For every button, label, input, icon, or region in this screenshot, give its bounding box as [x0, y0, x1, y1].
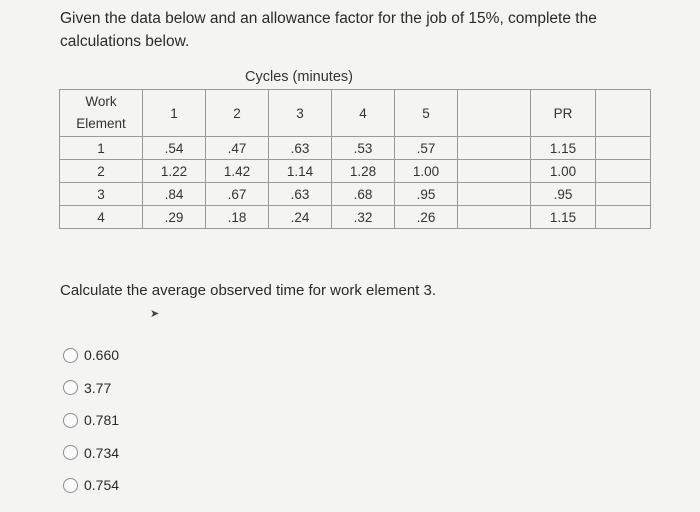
table-row	[60, 137, 651, 160]
cycle-cell: .32	[332, 206, 395, 229]
answer-option[interactable]	[63, 469, 119, 502]
work-element-header: Work Element	[60, 90, 143, 137]
answer-option-label: 0.660	[84, 347, 120, 364]
cycle-cell: .47	[206, 137, 269, 160]
cycle-cell: 1.42	[206, 160, 269, 183]
empty-header-cell	[458, 90, 531, 137]
cycle-cell: .63	[269, 183, 332, 206]
radio-button[interactable]	[63, 380, 78, 395]
radio-button[interactable]	[63, 478, 78, 493]
answer-option-label: 0.781	[84, 412, 120, 429]
question-line-2: calculations below.	[60, 33, 190, 50]
cycle-cell: .24	[269, 206, 332, 229]
cycle-header: 2	[206, 90, 269, 137]
question-text	[60, 7, 660, 53]
answer-option[interactable]	[63, 339, 119, 372]
answer-option[interactable]	[63, 404, 119, 437]
cycle-cell: .63	[269, 137, 332, 160]
sub-question-prompt: Calculate the average observed time for work element 3.	[60, 282, 437, 299]
cycle-cell: .57	[395, 137, 458, 160]
pr-cell: 1.15	[531, 206, 596, 229]
mouse-cursor-icon: ➤	[150, 308, 160, 320]
radio-button[interactable]	[63, 413, 78, 428]
cycle-cell: 1.22	[143, 160, 206, 183]
table-header-row	[60, 90, 651, 137]
question-line-1: Given the data below and an allowance factor for the job of 15%, complete the	[60, 10, 597, 27]
cycle-cell: .95	[395, 183, 458, 206]
element-cell: 4	[60, 206, 143, 229]
answer-option[interactable]	[63, 437, 119, 470]
answer-options	[63, 339, 119, 502]
cycle-cell: 1.00	[395, 160, 458, 183]
empty-cell	[596, 160, 651, 183]
empty-cell	[458, 137, 531, 160]
element-cell: 1	[60, 137, 143, 160]
answer-option-label: 0.734	[84, 444, 120, 461]
cycle-header: 4	[332, 90, 395, 137]
cycle-header: 5	[395, 90, 458, 137]
answer-option-label: 3.77	[84, 379, 112, 396]
table-row	[60, 206, 651, 229]
cycle-cell: .29	[143, 206, 206, 229]
empty-cell	[596, 137, 651, 160]
element-cell: 2	[60, 160, 143, 183]
cycle-cell: .67	[206, 183, 269, 206]
pr-cell: 1.15	[531, 137, 596, 160]
cycle-header: 3	[269, 90, 332, 137]
table-row	[60, 183, 651, 206]
cycle-cell: .54	[143, 137, 206, 160]
radio-button[interactable]	[63, 348, 78, 363]
empty-cell	[596, 206, 651, 229]
cycles-caption: Cycles (minutes)	[245, 69, 353, 85]
cycle-cell: .68	[332, 183, 395, 206]
cycle-cell: 1.28	[332, 160, 395, 183]
pr-cell: .95	[531, 183, 596, 206]
cycle-header: 1	[143, 90, 206, 137]
data-table	[59, 89, 651, 229]
cycle-cell: .84	[143, 183, 206, 206]
cycle-cell: .18	[206, 206, 269, 229]
answer-option-label: 0.754	[84, 477, 120, 494]
pr-cell: 1.00	[531, 160, 596, 183]
empty-cell	[458, 183, 531, 206]
empty-header-cell	[596, 90, 651, 137]
empty-cell	[596, 183, 651, 206]
empty-cell	[458, 160, 531, 183]
cycle-cell: .53	[332, 137, 395, 160]
cycle-cell: 1.14	[269, 160, 332, 183]
cycle-cell: .26	[395, 206, 458, 229]
answer-option[interactable]	[63, 372, 119, 405]
empty-cell	[458, 206, 531, 229]
element-cell: 3	[60, 183, 143, 206]
radio-button[interactable]	[63, 445, 78, 460]
table-row	[60, 160, 651, 183]
pr-header: PR	[531, 90, 596, 137]
